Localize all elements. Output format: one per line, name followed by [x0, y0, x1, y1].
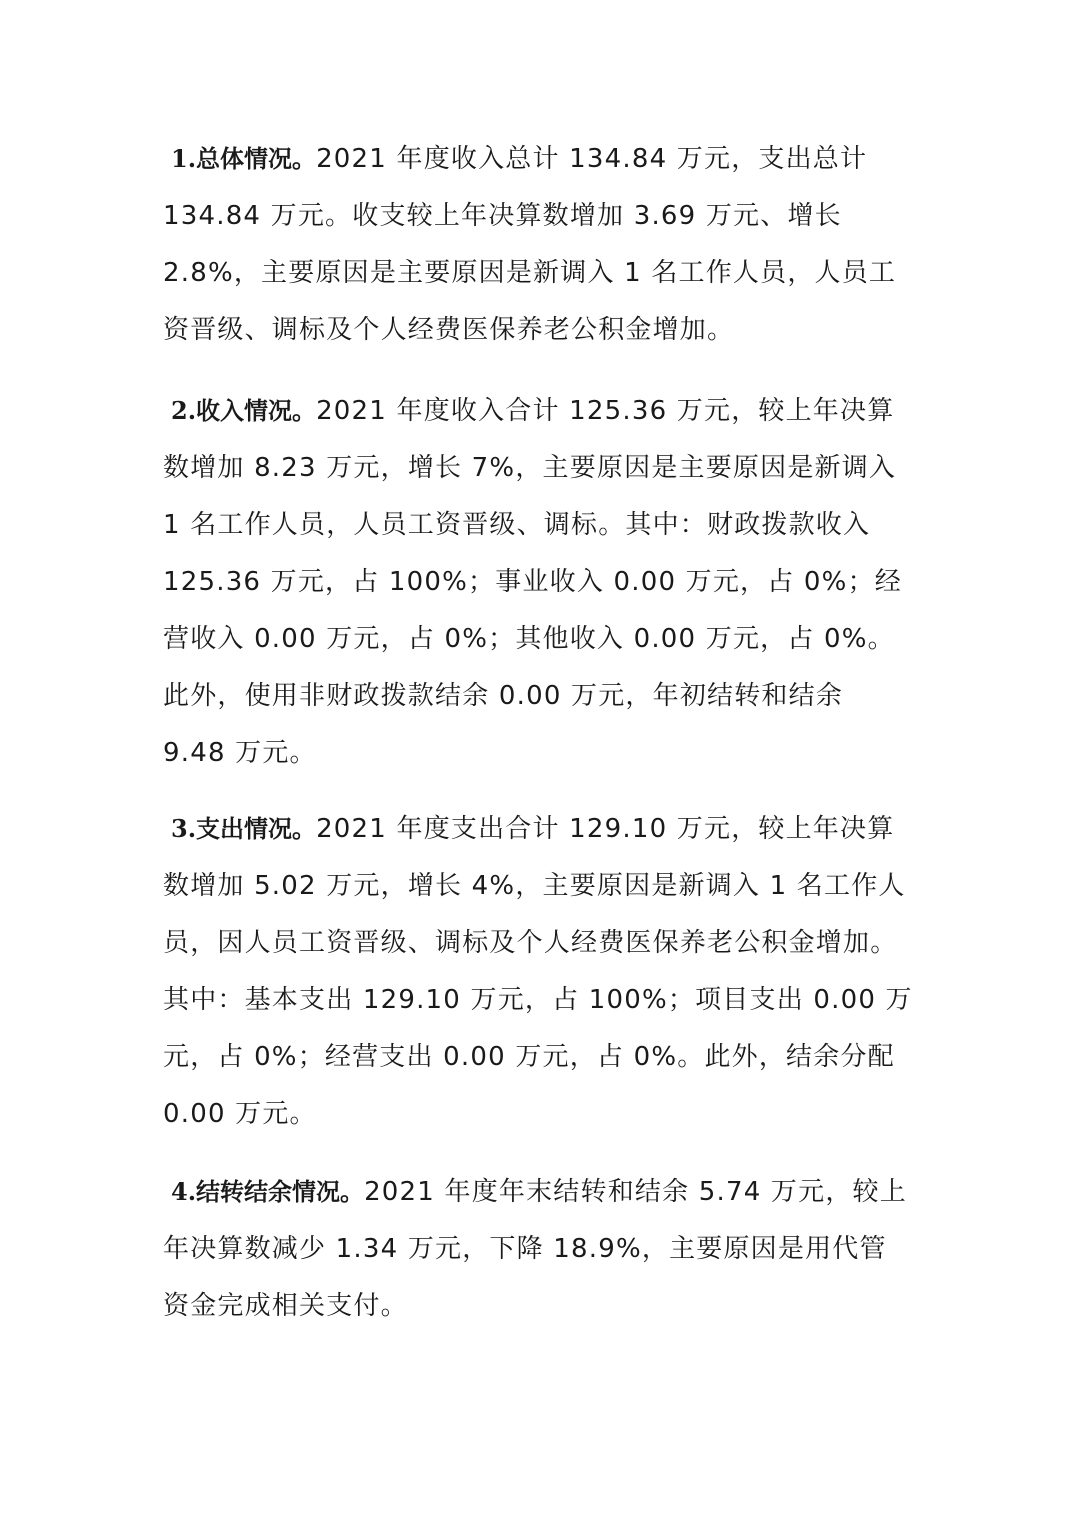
section-heading: 3.支出情况。 [171, 814, 317, 843]
section-heading: 1.总体情况。 [171, 144, 317, 173]
section-body: 2021 年度支出合计 129.10 万元，较上年决算数增加 5.02 万元，增长 4%，主要原因是新调入 1 名工作人员，因人员工资晋级、调标及个人经费医保养老公积金增加。其中：基本支出 129.10 万元，占 100%；项目支出 0.00 万元，占 0%；经营支出 0.00 万元，占 0%。此外，结余分配 0.00 万元。 [163, 814, 913, 1129]
section-body: 2021 年度收入合计 125.36 万元，较上年决算数增加 8.23 万元，增长 7%，主要原因是主要原因是新调入 1 名工作人员，人员工资晋级、调标。其中：财政拨款收入 125.36 万元，占 100%；事业收入 0.00 万元，占 0%；经营收入 0.00 万元，占 0%；其他收入 0.00 万元，占 0%。此外，使用非财政拨款结余 0.00 万元，年初结转和结余 9.48 万元。 [163, 396, 902, 768]
section-body: 2021 年度年末结转和结余 5.74 万元，较上年决算数减少 1.34 万元，下降 18.9%，主要原因是用代管资金完成相关支付。 [163, 1177, 907, 1321]
section-carryover [163, 1163, 913, 1335]
section-heading: 2.收入情况。 [171, 396, 317, 425]
section-heading: 4.结转结余情况。 [171, 1177, 365, 1206]
section-income [163, 382, 913, 782]
section-expenditure [163, 800, 913, 1143]
section-overall [163, 130, 913, 359]
section-body: 2021 年度收入总计 134.84 万元，支出总计 134.84 万元。收支较上年决算数增加 3.69 万元、增长 2.8%，主要原因是主要原因是新调入 1 名工作人员，人员工资晋级、调标及个人经费医保养老公积金增加。 [163, 144, 897, 345]
